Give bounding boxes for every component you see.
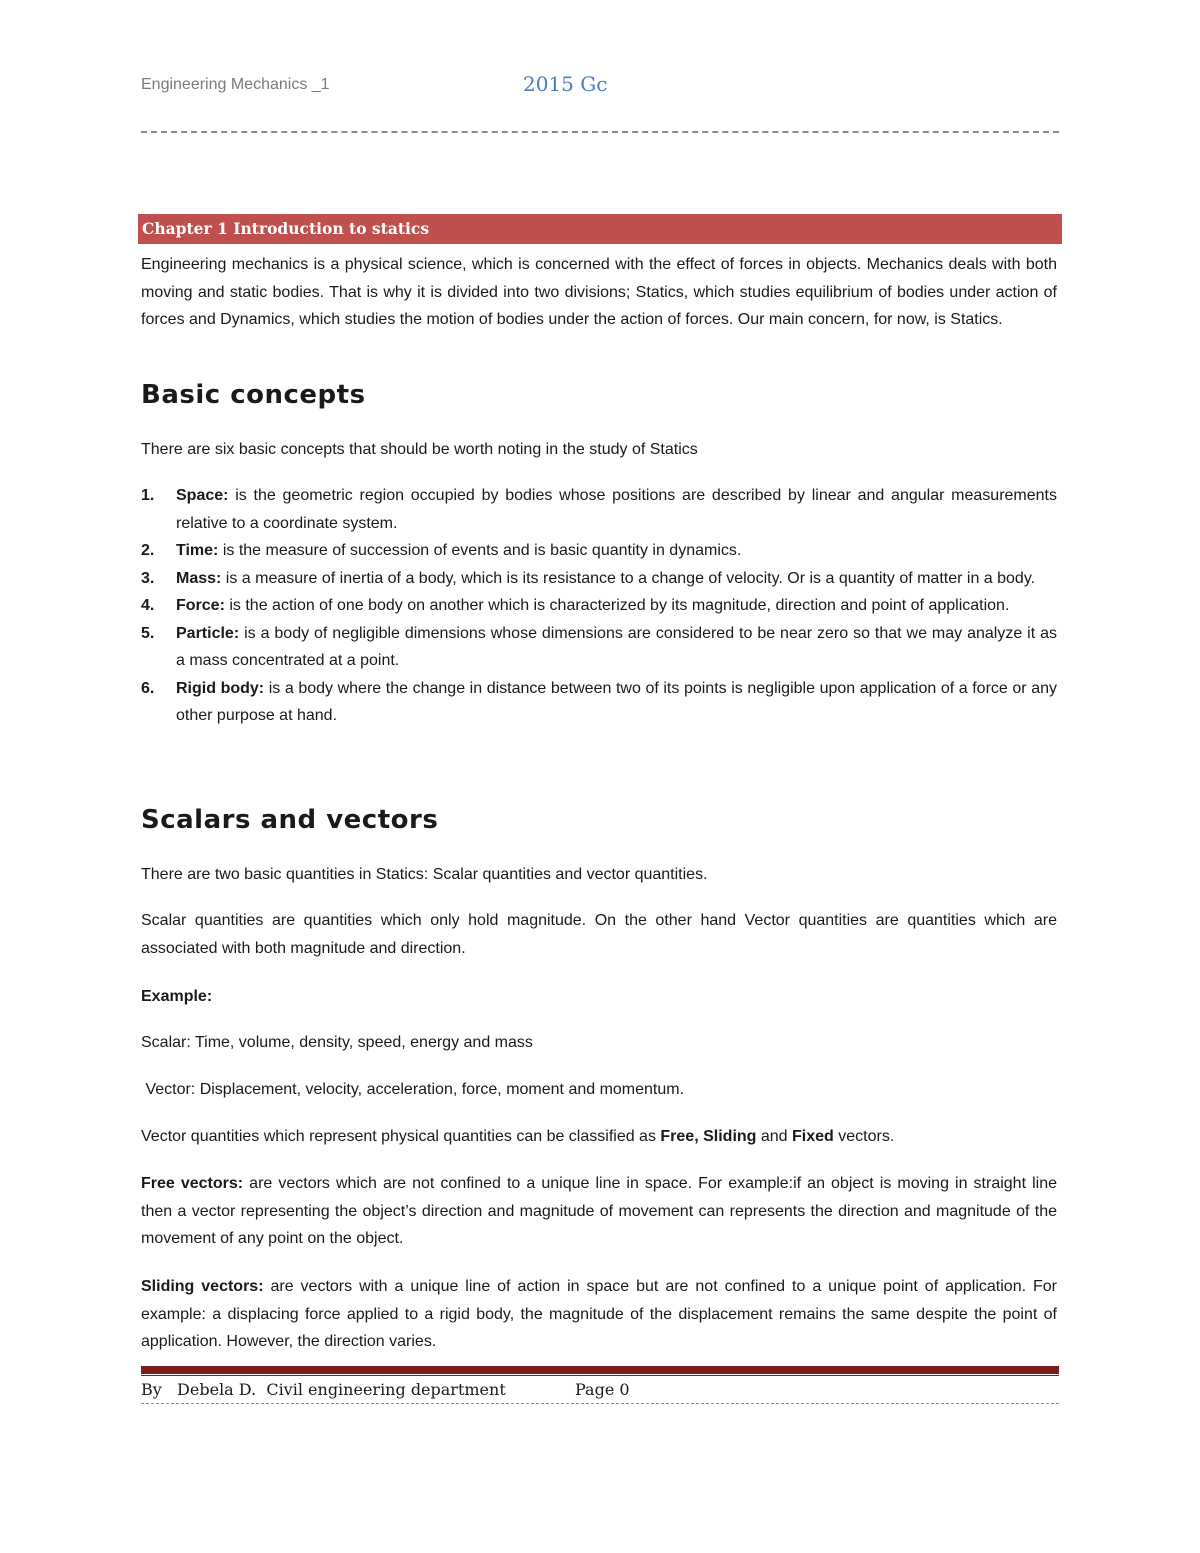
list-item <box>141 675 1057 730</box>
basic-concepts-intro: There are six basic concepts that should be worth noting in the study of Statics <box>141 441 698 458</box>
list-number: 6. <box>141 679 155 697</box>
concept-term: Mass: <box>176 569 222 587</box>
document-course-title: Engineering Mechanics _1 <box>141 76 330 93</box>
list-item <box>141 620 1057 675</box>
sliding-vectors-term: Sliding vectors: <box>141 1278 264 1295</box>
concept-term: Force: <box>176 597 225 614</box>
list-number: 1. <box>141 487 155 504</box>
list-item <box>141 537 1057 565</box>
header-divider <box>141 131 1059 133</box>
document-year: 2015 Gc <box>523 72 608 96</box>
term-fixed: Fixed <box>792 1128 834 1145</box>
list-number: 2. <box>141 542 155 559</box>
classification-and: and <box>756 1128 793 1145</box>
term-free: Free, <box>660 1128 699 1145</box>
footer-divider <box>141 1403 1059 1404</box>
footer-rule-thick <box>141 1366 1059 1374</box>
chapter-title: Chapter 1 Introduction to statics <box>138 214 1062 244</box>
free-vectors-definition: are vectors which are not confined to a unique line in space. For example:if an object is moving in straight line then a vector representing the object’s direction and magnitude of movement can represents the direction and magnitude of the movement of any point on the object. <box>141 1175 1057 1247</box>
list-item <box>141 592 1057 620</box>
concept-definition: is the measure of succession of events and is basic quantity in dynamics. <box>218 542 742 559</box>
concept-term: Particle: <box>176 624 240 642</box>
list-item <box>141 482 1057 537</box>
concept-term: Time: <box>176 542 219 559</box>
intro-paragraph: Engineering mechanics is a physical science, which is concerned with the effect of forces in objects. Mechanics deals with both moving and static bodies. That is why it is divided into two divisions; Statics, which studies equilibrium of bodies under action of forces and Dynamics, which studies the motion of bodies under the action of forces. Our main concern, for now, is Statics. <box>141 256 1057 328</box>
classification-text: Vector quantities which represent physical quantities can be classified as <box>141 1128 661 1145</box>
list-number: 4. <box>141 597 155 614</box>
sliding-vectors-paragraph <box>141 1273 1057 1356</box>
scalars-definition: Scalar quantities are quantities which only hold magnitude. On the other hand Vector quantities are quantities which are associated with both magnitude and direction. <box>141 912 1057 957</box>
concept-definition: is a body where the change in distance between two of its points is negligible upon application of a force or any other purpose at hand. <box>176 679 1058 724</box>
vector-example: Vector: Displacement, velocity, acceleration, force, moment and momentum. <box>141 1081 685 1098</box>
term-sliding: Sliding <box>703 1128 757 1145</box>
list-number: 5. <box>141 624 155 642</box>
concept-definition: is a body of negligible dimensions whose dimensions are considered to be near zero so that we may analyze it as a mass concentrated at a point. <box>176 624 1057 669</box>
example-label <box>141 987 1057 1007</box>
classification-end: vectors. <box>833 1128 895 1145</box>
example-label-text: Example: <box>141 988 213 1005</box>
footer-author: By Debela D. Civil engineering department <box>141 1380 506 1399</box>
free-vectors-paragraph <box>141 1170 1057 1253</box>
free-vectors-term: Free vectors: <box>141 1175 244 1192</box>
footer-rule-thin <box>141 1375 1059 1376</box>
scalars-intro: There are two basic quantities in Statics: Scalar quantities and vector quantities. <box>141 866 708 883</box>
sliding-vectors-definition: are vectors with a unique line of action in space but are not confined to a unique point of application. For example: a displacing force applied to a rigid body, the magnitude of the displacement remains the same despite the point of application. However, the direction varies. <box>141 1278 1057 1350</box>
concept-definition: is a measure of inertia of a body, which is its resistance to a change of velocity. Or is a quantity of matter in a body. <box>221 569 1036 587</box>
concept-definition: is the geometric region occupied by bodies whose positions are described by linear and angular measurements relative to a coordinate system. <box>176 487 1057 532</box>
vector-classification <box>141 1127 1057 1147</box>
list-item <box>141 565 1057 593</box>
footer-page-number: Page 0 <box>575 1380 630 1399</box>
heading-basic-concepts: Basic concepts <box>141 380 366 410</box>
list-number: 3. <box>141 569 155 587</box>
heading-scalars-vectors: Scalars and vectors <box>141 805 439 835</box>
concept-term: Space: <box>176 487 229 504</box>
concept-definition: is the action of one body on another which is characterized by its magnitude, direction and point of application. <box>224 597 1010 614</box>
scalar-example: Scalar: Time, volume, density, speed, energy and mass <box>141 1034 533 1051</box>
concept-term: Rigid body: <box>176 679 265 697</box>
basic-concepts-list <box>141 482 1057 730</box>
